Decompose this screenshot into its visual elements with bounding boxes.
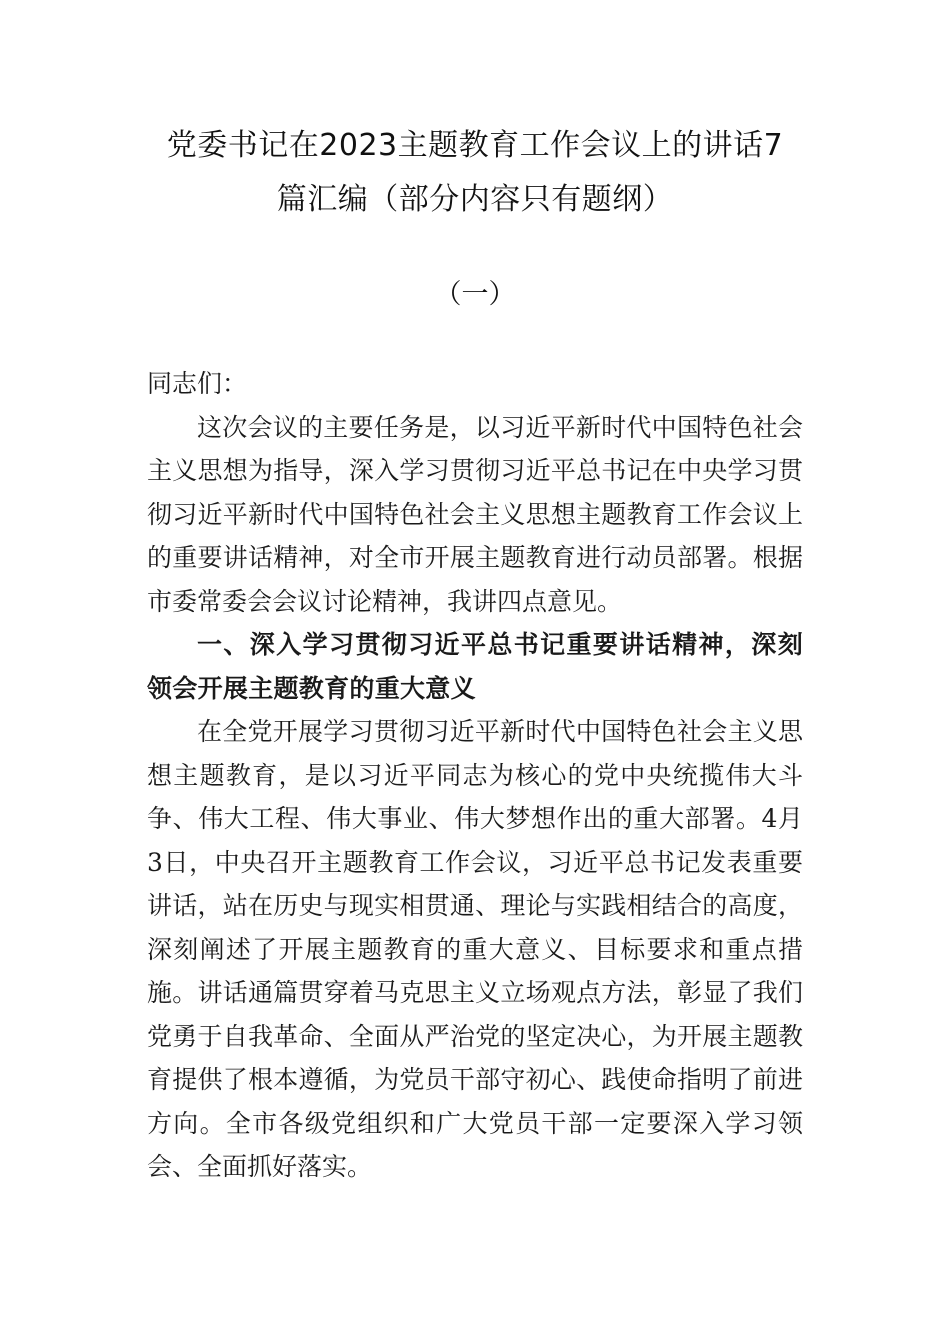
- paragraph-section-1: 在全党开展学习贯彻习近平新时代中国特色社会主义思想主题教育，是以习近平同志为核心的党中央统揽伟大斗争、伟大工程、伟大事业、伟大梦想作出的重大部署。4月3日，中央召开主题教育工作会议，习近平总书记发表重要讲话，站在历史与现实相贯通、理论与实践相结合的高度，深刻阐述了开展主题教育的重大意义、目标要求和重点措施。讲话通篇贯穿着马克思主义立场观点方法，彰显了我们党勇于自我革命、全面从严治党的坚定决心，为开展主题教育提供了根本遵循，为党员干部守初心、践使命指明了前进方向。全市各级党组织和广大党员干部一定要深入学习领会、全面抓好落实。: [147, 717, 803, 1181]
- document-title-line-2: 篇汇编（部分内容只有题纲）: [276, 182, 674, 217]
- document-title-line-1: 党委书记在2023主题教育工作会议上的讲话7: [166, 128, 784, 163]
- salutation: 同志们：: [147, 369, 248, 398]
- section-number: （一）: [434, 279, 516, 310]
- document-body: [147, 362, 803, 1189]
- paragraph-intro: 这次会议的主要任务是，以习近平新时代中国特色社会主义思想为指导，深入学习贯彻习近平总书记在中央学习贯彻习近平新时代中国特色社会主义思想主题教育工作会议上的重要讲话精神，对全市开展主题教育进行动员部署。根据市委常委会会议讨论精神，我讲四点意见。: [147, 412, 803, 616]
- section-heading-1: 一、深入学习贯彻习近平总书记重要讲话精神，深刻领会开展主题教育的重大意义: [147, 630, 803, 703]
